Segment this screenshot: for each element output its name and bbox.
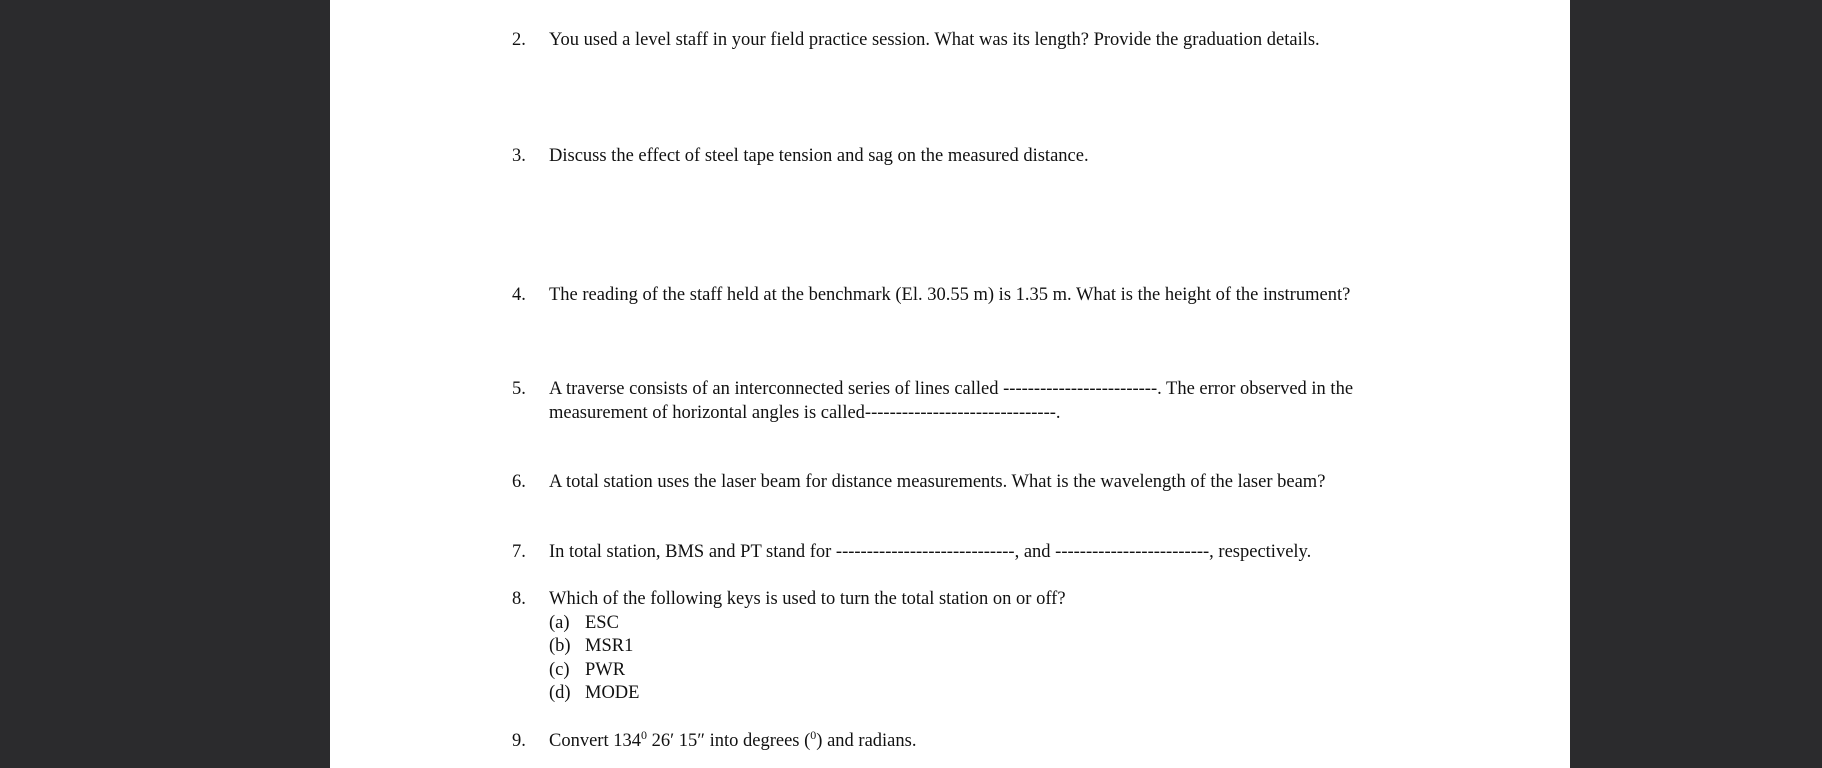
option-b <box>549 635 1449 659</box>
question-text <box>549 145 1449 169</box>
question-text <box>549 588 1449 706</box>
question-text <box>549 541 1449 565</box>
question-number: 6. <box>512 472 526 492</box>
question-text <box>549 471 1449 495</box>
question-number: 9. <box>512 731 526 751</box>
option-text: PWR <box>585 659 626 680</box>
convert-suffix: ) and radians. <box>816 731 917 751</box>
option-letter: (c) <box>549 659 570 680</box>
question-line <box>549 730 1449 754</box>
option-d <box>549 682 1449 706</box>
question-line: Which of the following keys is used to turn the total station on or off? <box>549 589 1066 609</box>
option-letter: (b) <box>549 636 571 656</box>
option-text: ESC <box>585 612 619 633</box>
question-number: 8. <box>512 589 526 609</box>
question-line: The reading of the staff held at the benchmark (El. 30.55 m) is 1.35 m. What is the height of the instrument? <box>549 285 1351 305</box>
option-letter: (a) <box>549 612 570 633</box>
question-number: 7. <box>512 542 526 562</box>
option-letter: (d) <box>549 683 571 703</box>
question-text <box>549 378 1449 425</box>
degree-superscript: 0 <box>640 728 647 742</box>
question-line: In total station, BMS and PT stand for -----------------------------, and -------------------------, respectively. <box>549 542 1312 562</box>
question-line: A total station uses the laser beam for distance measurements. What is the wavelength of the laser beam? <box>549 472 1326 492</box>
option-c <box>549 659 1449 683</box>
question-text <box>549 284 1449 308</box>
question-text <box>549 730 1449 754</box>
degree-superscript: 0 <box>810 728 817 742</box>
question-text <box>549 29 1449 53</box>
question-line: Discuss the effect of steel tape tension and sag on the measured distance. <box>549 146 1089 166</box>
convert-prefix: Convert 134 <box>549 731 641 751</box>
question-number: 2. <box>512 30 526 50</box>
convert-minutes: 26′ 15″ into degrees ( <box>646 731 811 751</box>
question-number: 5. <box>512 379 526 399</box>
option-text: MODE <box>585 683 640 703</box>
question-line: You used a level staff in your field practice session. What was its length? Provide the graduation details. <box>549 30 1320 50</box>
question-line: A traverse consists of an interconnected series of lines called -------------------------. The error observed in the <box>549 379 1354 399</box>
option-text: MSR1 <box>585 636 634 656</box>
question-line: measurement of horizontal angles is called-------------------------------. <box>549 402 1061 423</box>
document-page <box>330 0 1570 768</box>
option-a <box>549 612 1449 636</box>
question-number: 4. <box>512 285 526 305</box>
question-number: 3. <box>512 146 526 166</box>
